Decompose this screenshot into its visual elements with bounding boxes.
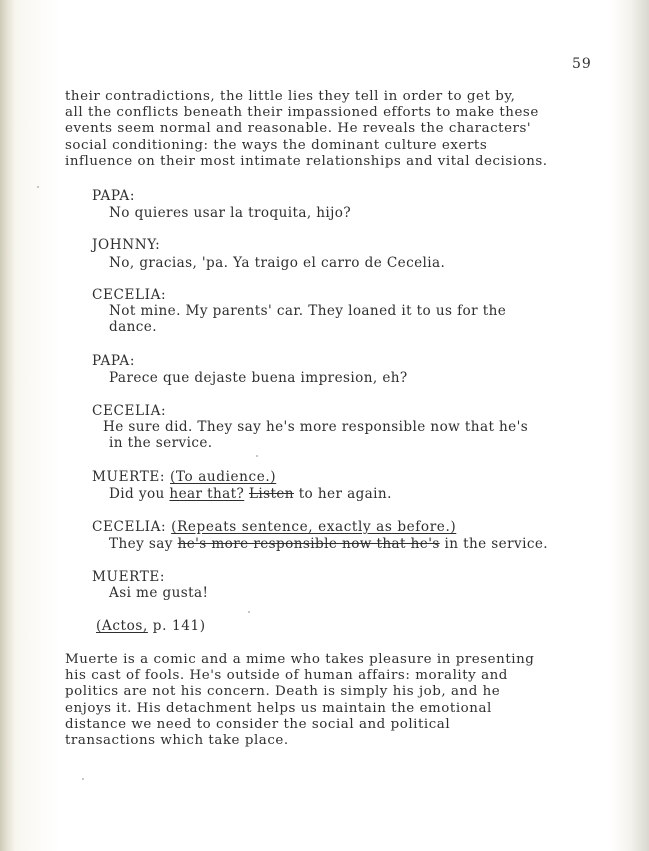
dialogue-line: dance. <box>109 319 157 335</box>
underlined-text: hear that? <box>169 486 245 502</box>
dialogue-text: to her again. <box>293 486 392 502</box>
speaker-papa: PAPA: <box>92 188 136 204</box>
speaker-name: MUERTE: <box>92 469 166 485</box>
paper-speck <box>256 455 258 457</box>
closing-line: his cast of fools. He's outside of human affairs: morality and <box>65 668 508 683</box>
paper-speck <box>37 186 39 188</box>
speaker-cecelia: CECELIA: <box>92 287 167 303</box>
intro-line: influence on their most intimate relationships and vital decisions. <box>65 154 548 169</box>
closing-line: transactions which take place. <box>65 733 289 748</box>
speaker-papa: PAPA: <box>92 353 136 369</box>
citation-title: (Actos, <box>96 618 148 634</box>
speaker-muerte: MUERTE: <box>92 569 166 585</box>
closing-line: distance we need to consider the social and political <box>65 717 451 732</box>
speaker-cecelia: CECELIA: <box>92 403 167 419</box>
book-spine-shadow <box>0 0 14 851</box>
dialogue-line: He sure did. They say he's more responsible now that he's <box>103 419 529 435</box>
intro-line: all the conflicts beneath their impassioned efforts to make these <box>65 105 539 120</box>
dialogue-line: Asi me gusta! <box>109 585 209 601</box>
dialogue-line <box>109 486 392 503</box>
paper-speck <box>248 611 250 613</box>
dialogue-line: Not mine. My parents' car. They loaned it to us for the <box>109 303 507 319</box>
dialogue-line <box>109 536 548 553</box>
dialogue-text: in the service. <box>439 536 549 552</box>
citation-page: p. 141) <box>147 618 206 634</box>
struck-text: he's more responsible now that he's <box>177 536 440 552</box>
stage-direction: (Repeats sentence, exactly as before.) <box>171 519 457 535</box>
stage-direction: (To audience.) <box>170 469 277 485</box>
dialogue-line: Parece que dejaste buena impresion, eh? <box>109 370 408 386</box>
dialogue-line: No, gracias, 'pa. Ya traigo el carro de Cecelia. <box>109 255 446 271</box>
citation <box>96 618 206 634</box>
dialogue-text: Did you <box>109 486 170 502</box>
closing-line: Muerte is a comic and a mime who takes pleasure in presenting <box>65 652 535 667</box>
paper-speck <box>82 778 84 780</box>
speaker-name: CECELIA: <box>92 519 167 535</box>
speaker-cecelia <box>92 519 456 535</box>
speaker-johnny: JOHNNY: <box>92 237 161 253</box>
page-number: 59 <box>572 56 592 72</box>
closing-line: enjoys it. His detachment helps us maintain the emotional <box>65 701 492 716</box>
intro-line: events seem normal and reasonable. He reveals the characters' <box>65 121 532 136</box>
dialogue-line: in the service. <box>109 435 213 451</box>
intro-line: social conditioning: the ways the dominant culture exerts <box>65 138 488 153</box>
dialogue-text: They say <box>109 536 178 552</box>
struck-text: Listen <box>248 486 294 502</box>
dialogue-line: No quieres usar la troquita, hijo? <box>109 205 352 221</box>
intro-line: their contradictions, the little lies they tell in order to get by, <box>65 89 516 104</box>
speaker-muerte <box>92 469 276 485</box>
closing-line: politics are not his concern. Death is simply his job, and he <box>65 684 501 699</box>
